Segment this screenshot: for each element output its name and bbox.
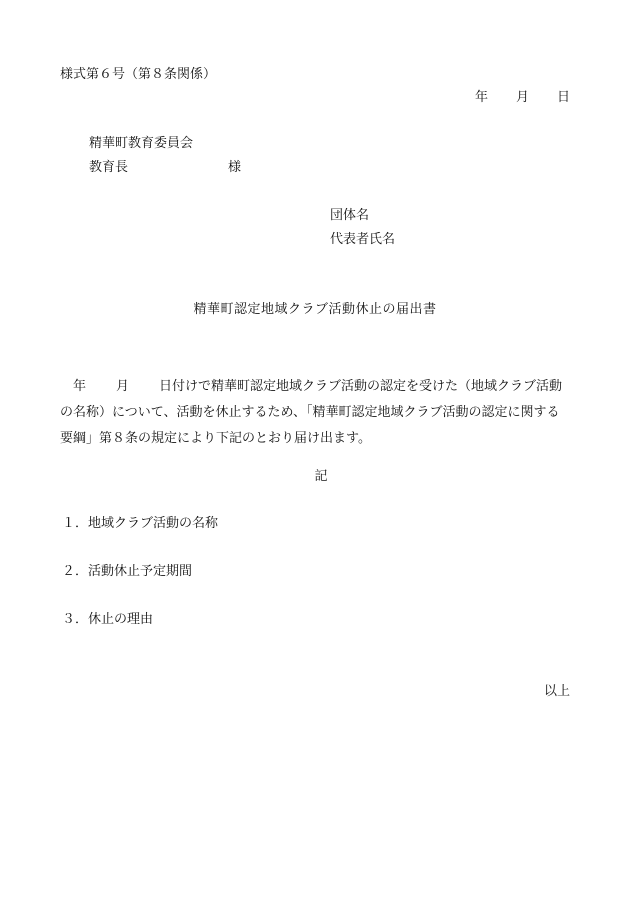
addressee-organization: 精華町教育委員会 — [89, 136, 194, 151]
addressee-line — [89, 161, 241, 174]
ki-heading: 記 — [314, 469, 328, 484]
item-number: １． — [62, 516, 89, 531]
list-item — [62, 517, 218, 530]
date-year: 年 — [474, 90, 488, 105]
document-title: 精華町認定地域クラブ活動休止の届出書 — [193, 302, 437, 317]
body-year: 年 — [73, 379, 87, 394]
form-number: 様式第６号（第８条関係） — [60, 67, 217, 82]
list-item — [62, 613, 153, 626]
date-line — [475, 91, 570, 104]
item-number: ２． — [62, 564, 89, 579]
closing-mark: 以上 — [543, 684, 570, 699]
item-label: 活動休止予定期間 — [88, 564, 193, 579]
item-number: ３． — [62, 612, 89, 627]
item-label: 地域クラブ活動の名称 — [88, 516, 219, 531]
item-label: 休止の理由 — [88, 612, 154, 627]
body-text: 日付けで精華町認定地域クラブ活動の認定を受けた（地域クラブ活動の名称）について、活動を休止するため、「精華町認定地域クラブ活動の認定に関する要綱」第８条の規定により下記のとおり届け出ます。 — [60, 379, 563, 446]
body-month: 月 — [116, 379, 130, 394]
date-month: 月 — [515, 90, 529, 105]
list-item — [62, 565, 192, 578]
date-day: 日 — [556, 90, 570, 105]
representative-name-label: 代表者氏名 — [330, 232, 396, 247]
group-name-label: 団体名 — [330, 208, 370, 223]
body-paragraph — [60, 374, 570, 452]
addressee-honorific: 様 — [228, 160, 242, 175]
addressee-title: 教育長 — [89, 160, 129, 175]
